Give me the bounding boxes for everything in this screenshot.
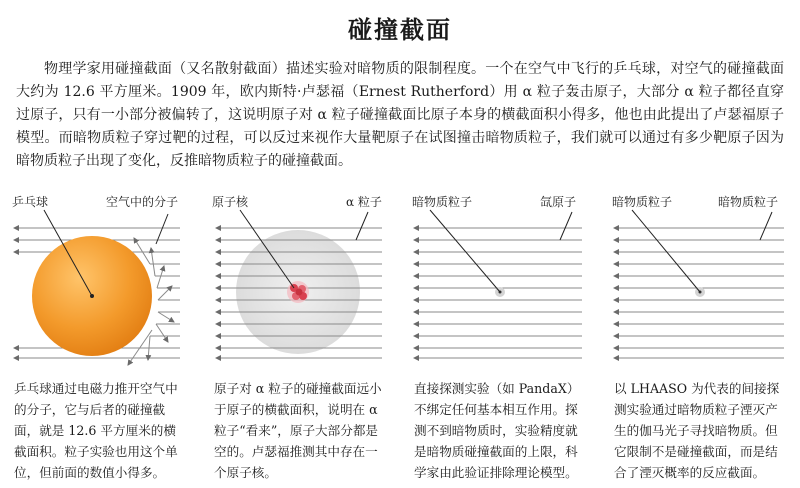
indirect-detection-caption: 以 LHAASO 为代表的间接探测实验通过暗物质粒子湮灭产生的伽马光子寻找暗物质。但它限制不是碰撞截面，而是结合了湮灭概率的反应截面。	[614, 381, 780, 480]
flux-dark-matter-label: 暗物质粒子	[718, 195, 779, 209]
pingpong-caption: 乒乓球通过电磁力推开空气中的分子，它与后者的碰撞截面，就是 12.6 平方厘米的横截面积。粒子实验也用这个单位，但前面的数值小得多。	[14, 381, 178, 480]
direct-detection-caption: 直接探测实验（如 PandaX）不绑定任何基本相互作用。探测不到暗物质时，实验精度就是暗物质碰撞截面的上限，科学家由此验证排除理论模型。	[414, 381, 580, 480]
flux-pointer	[760, 212, 772, 240]
nucleus-label: 原子核	[212, 195, 249, 209]
nucleus	[287, 281, 309, 303]
pingpong-label: 乒乓球	[12, 195, 49, 209]
alpha-pointer	[356, 212, 368, 240]
dark-matter-label: 暗物质粒子	[412, 195, 473, 209]
xenon-pointer	[560, 212, 572, 240]
xenon-label: 氙原子	[540, 195, 577, 209]
pingpong-diagram	[10, 190, 190, 370]
intro-paragraph: 物理学家用碰撞截面（又名散射截面）描述实验对暗物质的限制程度。一个在空气中飞行的乒乓球，对空气的碰撞截面大约为 12.6 平方厘米。1909 年，欧内斯特·卢瑟福（Ernest Rutherford）用 α 粒子轰击原子，大部分 α 粒子都径直穿过原子，只有一小部分被偏转了，这说明原子对 α 粒子碰撞截面比原子本身的横截面积小得多，他也由此提出了卢瑟福原子模型。而暗物质粒子穿过靶的过程，可以反过来视作大量靶原子在试图撞击暗物质粒子，我们就可以通过有多少靶原子因为暗物质粒子出现了变化，反推暗物质粒子的碰撞截面。	[16, 61, 784, 169]
air-molecule-label: 空气中的分子	[106, 195, 179, 209]
dark-matter-pointer	[430, 210, 500, 292]
direct-detection-diagram	[410, 190, 590, 370]
page-title: 碰撞截面	[348, 15, 452, 44]
rutherford-diagram	[210, 190, 390, 370]
target-dark-matter-label: 暗物质粒子	[612, 195, 673, 209]
indirect-detection-diagram	[610, 190, 790, 370]
rutherford-caption: 原子对 α 粒子的碰撞截面远小于原子的横截面积，说明在 α 粒子“看来”，原子大部分都是空的。卢瑟福推测其中存在一个原子核。	[214, 381, 382, 480]
target-pointer	[632, 210, 700, 292]
alpha-particle-label: α 粒子	[346, 195, 382, 209]
